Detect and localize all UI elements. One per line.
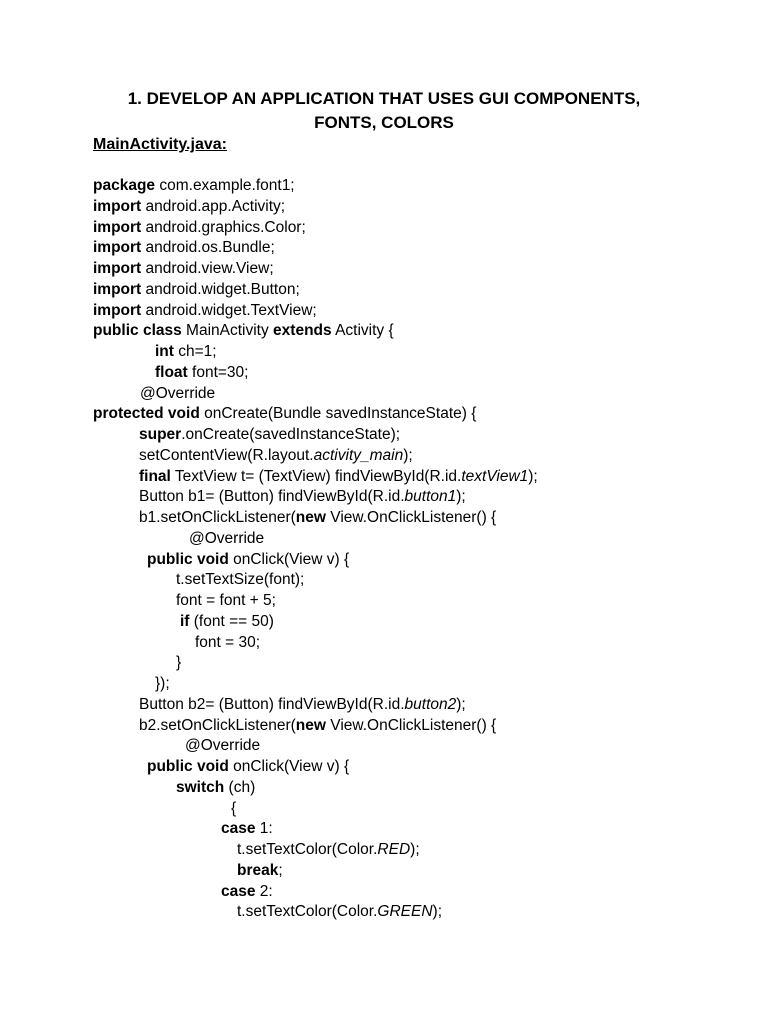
code-keyword: super [139, 426, 182, 443]
code-keyword: import [93, 280, 142, 298]
code-text: ; [278, 861, 283, 879]
code-line [93, 320, 394, 341]
code-line [195, 632, 260, 653]
code-line [139, 466, 538, 487]
code-keyword: protected void [93, 405, 200, 423]
code-line [221, 881, 273, 902]
code-text: b2.setOnClickListener( [139, 716, 296, 734]
code-text: android.widget.TextView; [141, 301, 317, 319]
code-line [93, 175, 295, 196]
page-title [0, 87, 768, 135]
code-line [176, 590, 276, 611]
code-text: t.setTextColor(Color. [237, 841, 378, 858]
code-keyword: new [295, 509, 326, 526]
code-line [221, 818, 273, 839]
code-text: }); [155, 675, 170, 692]
code-text: @Override [140, 384, 216, 402]
code-keyword: import [93, 197, 142, 215]
code-text: 1: [255, 820, 273, 838]
code-text: com.example.font1; [155, 177, 295, 194]
code-keyword: break [237, 861, 279, 879]
code-keyword: import [93, 218, 142, 236]
code-text: android.widget.Button; [141, 280, 300, 298]
code-text: ch=1; [173, 343, 217, 360]
code-keyword: if [180, 612, 190, 630]
code-line [139, 694, 466, 715]
code-identifier: textView1 [461, 467, 529, 485]
code-keyword: import [93, 260, 142, 277]
code-keyword: public class [93, 322, 182, 340]
code-text: font = 30; [195, 633, 261, 651]
code-text: Button b1= (Button) findViewById(R.id. [139, 488, 405, 506]
code-identifier: activity_main [313, 446, 404, 464]
code-text: font = font + 5; [176, 592, 276, 609]
code-identifier: button1 [404, 488, 457, 506]
code-line [139, 424, 400, 445]
code-line [147, 756, 349, 777]
code-text: onClick(View v) { [228, 758, 350, 775]
code-line [231, 798, 236, 819]
code-line [237, 839, 420, 860]
code-keyword: int [155, 343, 174, 360]
code-text: ); [410, 841, 420, 858]
code-line [237, 901, 442, 922]
code-keyword: public void [147, 550, 229, 568]
code-line [93, 258, 274, 279]
code-text: setContentView(R.layout. [139, 446, 314, 464]
code-text: View.OnClickListener() { [325, 716, 497, 734]
code-line [176, 777, 255, 798]
code-line [93, 300, 317, 321]
code-line [237, 860, 283, 881]
code-text: Button b2= (Button) findViewById(R.id. [139, 695, 405, 713]
code-text: ); [528, 467, 538, 485]
code-text: android.graphics.Color; [141, 218, 306, 236]
code-line [93, 403, 476, 424]
code-keyword: package [93, 177, 156, 194]
code-keyword: final [139, 467, 171, 485]
code-keyword: case [221, 882, 256, 900]
code-text: MainActivity [181, 322, 274, 340]
code-line [155, 341, 217, 362]
code-text: ); [403, 446, 413, 464]
code-line [139, 486, 466, 507]
code-line [176, 569, 304, 590]
code-keyword: extends [273, 322, 332, 340]
code-text: 2: [255, 882, 273, 900]
code-keyword: import [93, 239, 142, 257]
code-text: onClick(View v) { [228, 550, 350, 568]
code-line [155, 362, 248, 383]
title-line-2: FONTS, COLORS [314, 113, 454, 132]
code-identifier: button2 [404, 695, 457, 713]
code-text: t.setTextSize(font); [176, 571, 305, 589]
code-line [139, 507, 496, 528]
code-text: ); [456, 488, 466, 506]
code-text: ); [456, 695, 466, 713]
code-text: android.view.View; [141, 260, 274, 277]
code-line [155, 673, 170, 694]
code-line [93, 279, 300, 300]
code-text: font=30; [187, 363, 249, 381]
code-line [189, 528, 264, 549]
code-line [93, 217, 306, 238]
code-text: onCreate(Bundle savedInstanceState) { [199, 405, 477, 423]
code-text: (font == 50) [189, 612, 274, 630]
code-text: b1.setOnClickListener( [139, 509, 296, 526]
code-text: @Override [185, 737, 261, 755]
code-text: t.setTextColor(Color. [237, 903, 378, 921]
code-keyword: switch [176, 778, 225, 796]
code-line [139, 445, 413, 466]
code-line [93, 237, 275, 258]
code-line [140, 383, 215, 404]
code-keyword: import [93, 301, 142, 319]
code-text: (ch) [224, 778, 256, 796]
code-text: TextView t= (TextView) findViewById(R.id. [170, 467, 462, 485]
code-text: } [176, 654, 182, 672]
file-name-heading: MainActivity.java: [93, 136, 227, 153]
code-keyword: new [295, 716, 326, 734]
code-text: ); [432, 903, 443, 921]
code-keyword: public void [147, 758, 229, 775]
title-line-1: 1. DEVELOP AN APPLICATION THAT USES GUI COMPONENTS, [127, 89, 641, 108]
code-text: android.app.Activity; [141, 197, 286, 215]
code-line [180, 611, 274, 632]
code-text: .onCreate(savedInstanceState); [181, 426, 401, 443]
code-text: android.os.Bundle; [141, 239, 275, 257]
code-identifier: GREEN [377, 903, 433, 921]
code-line [147, 549, 349, 570]
code-line [176, 652, 181, 673]
code-line [139, 715, 496, 736]
code-text: View.OnClickListener() { [325, 509, 497, 526]
code-keyword: case [221, 820, 256, 838]
code-text: { [231, 799, 237, 817]
code-identifier: RED [377, 841, 411, 858]
code-text: Activity { [331, 322, 394, 340]
code-line [185, 735, 260, 756]
code-text: @Override [189, 529, 265, 547]
code-keyword: float [155, 363, 188, 381]
code-line [93, 196, 285, 217]
